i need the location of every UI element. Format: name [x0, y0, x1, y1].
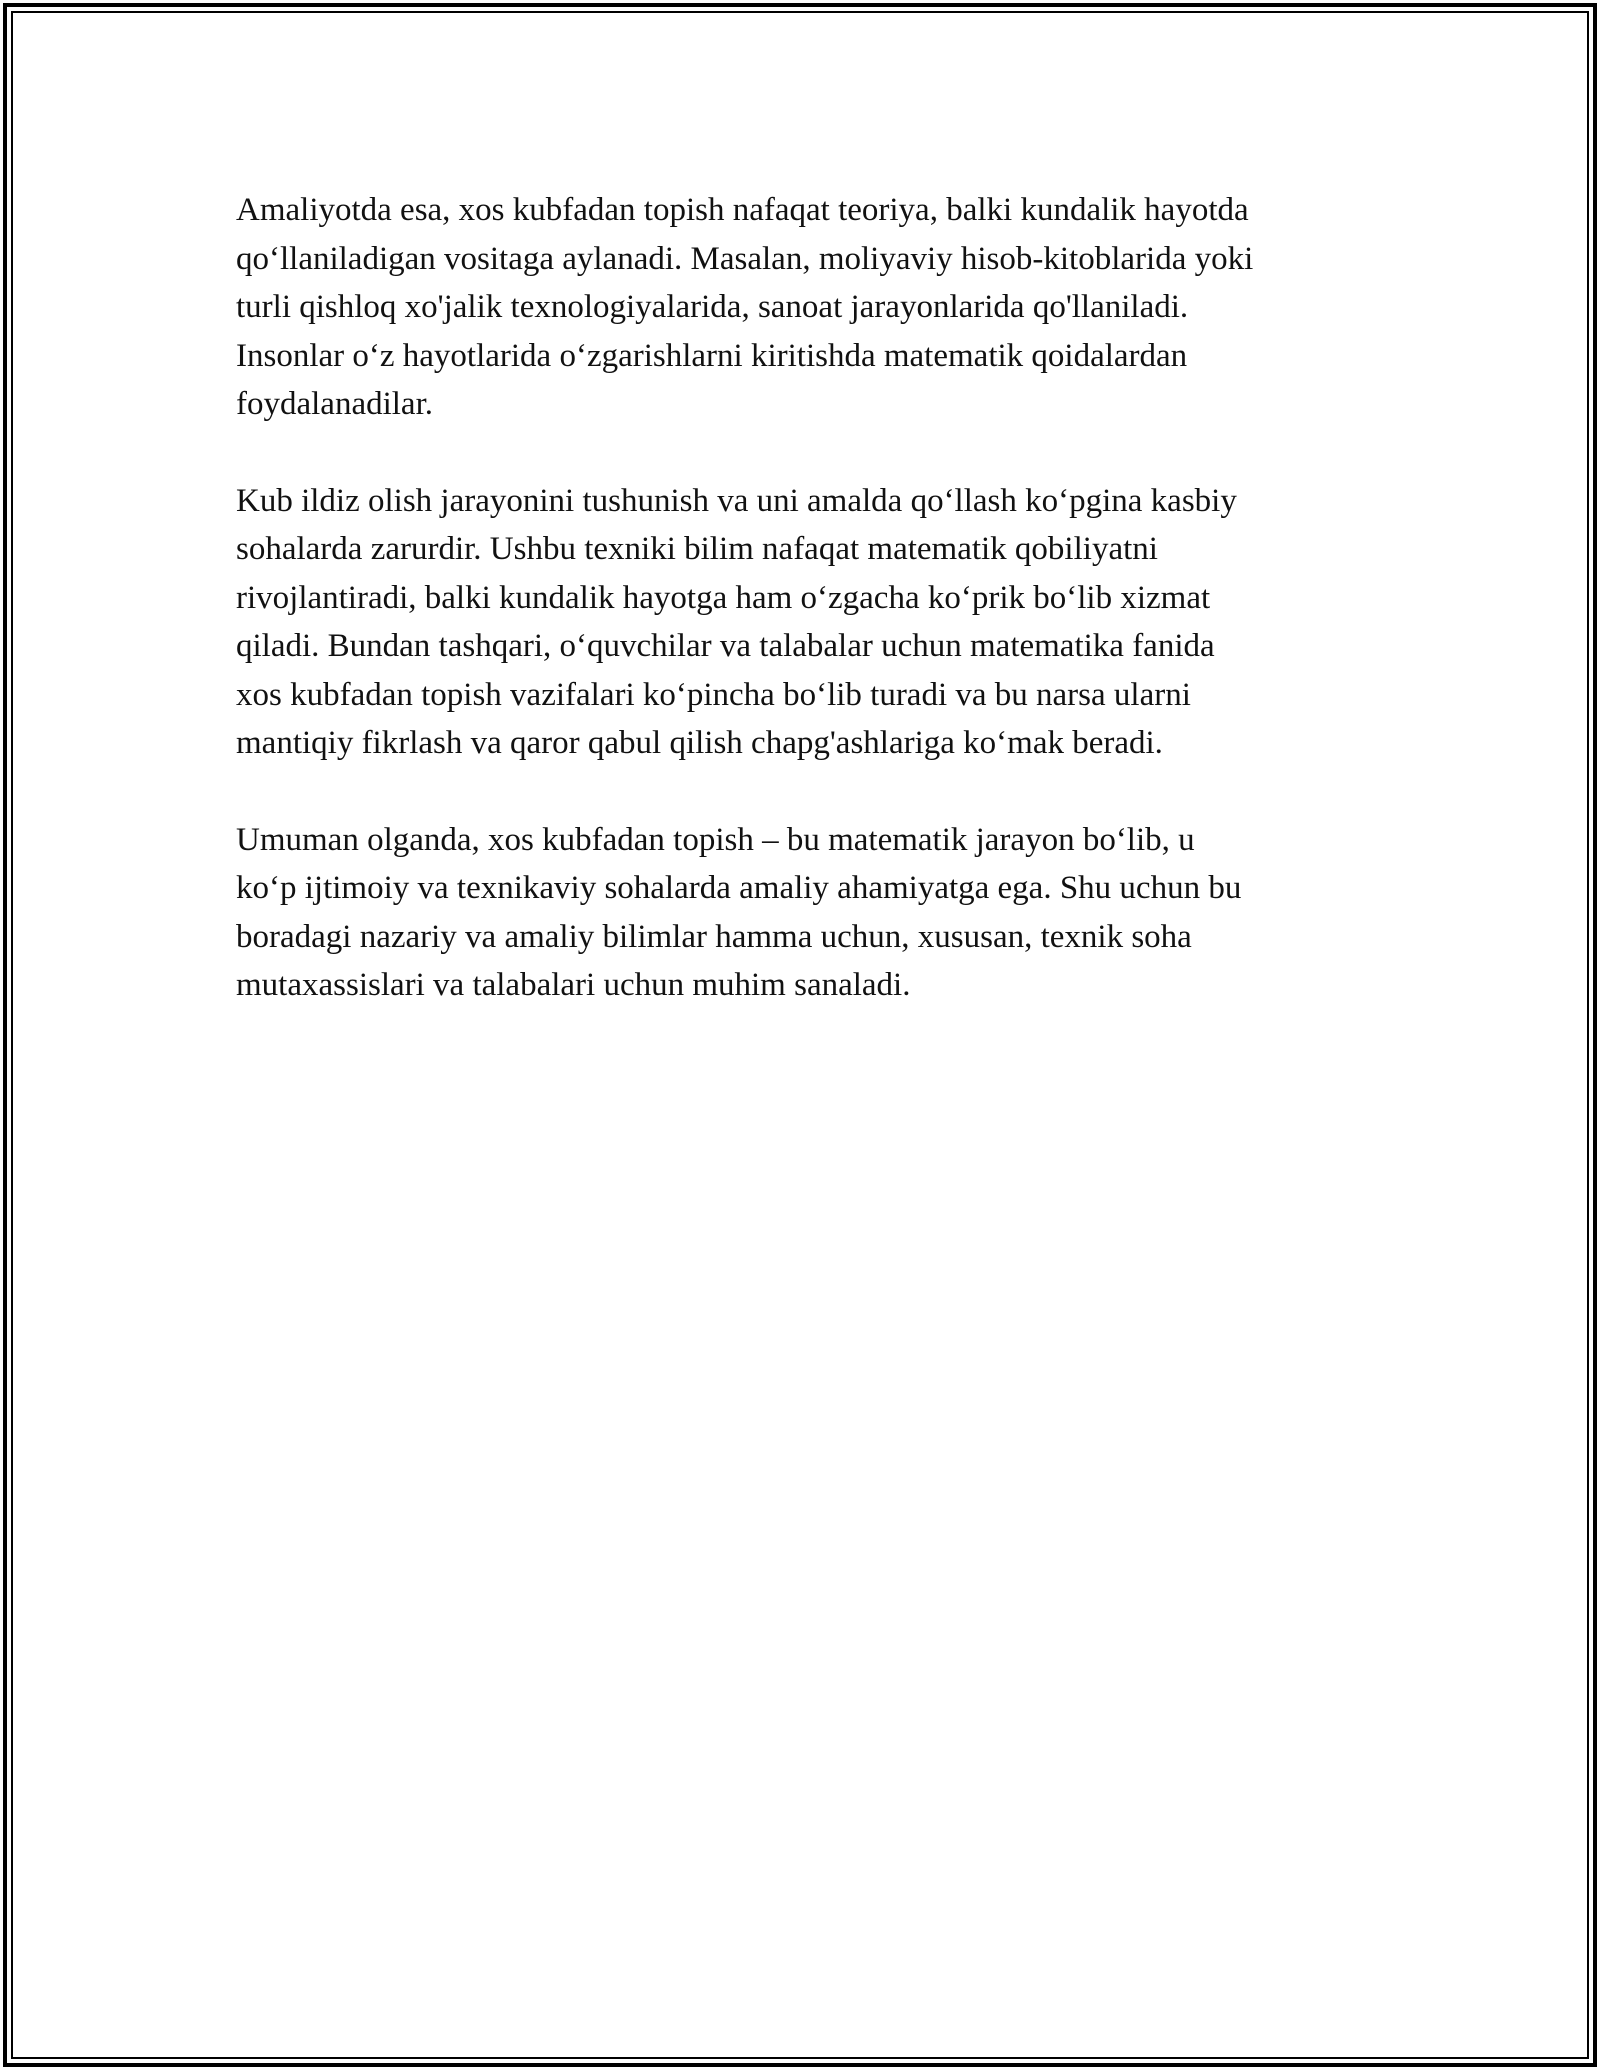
paragraph-1: Amaliyotda esa, xos kubfadan topish nafaqat teoriya, balki kundalik hayotda qo‘llaniladigan vositaga aylanadi. Masalan, moliyaviy hisob-kitoblarida yoki turli qishloq xo'jalik texnologiyalarida, sanoat jarayonlarida qo'llaniladi. Insonlar o‘z hayotlarida o‘zgarishlarni kiritishda matematik qoidalardan foydalanadilar.	[236, 192, 1254, 422]
paragraph-2: Kub ildiz olish jarayonini tushunish va uni amalda qo‘llash ko‘pgina kasbiy sohalarda zarurdir. Ushbu texniki bilim nafaqat matematik qobiliyatni rivojlantiradi, balki kundalik hayotga ham o‘zgacha ko‘prik bo‘lib xizmat qiladi. Bundan tashqari, o‘quvchilar va talabalar uchun matematika fanida xos kubfadan topish vazifalari ko‘pincha bo‘lib turadi va bu narsa ularni mantiqiy fikrlash va qaror qabul qilish chapg'ashlariga ko‘mak beradi.	[236, 482, 1237, 761]
paragraph-3: Umuman olganda, xos kubfadan topish – bu matematik jarayon bo‘lib, u ko‘p ijtimoiy va texnikaviy sohalarda amaliy ahamiyatga ega. Shu uchun bu boradagi nazariy va amaliy bilimlar hamma uchun, xususan, texnik soha mutaxassislari va talabalari uchun muhim sanaladi.	[236, 821, 1242, 1003]
document-body	[236, 186, 1386, 1058]
